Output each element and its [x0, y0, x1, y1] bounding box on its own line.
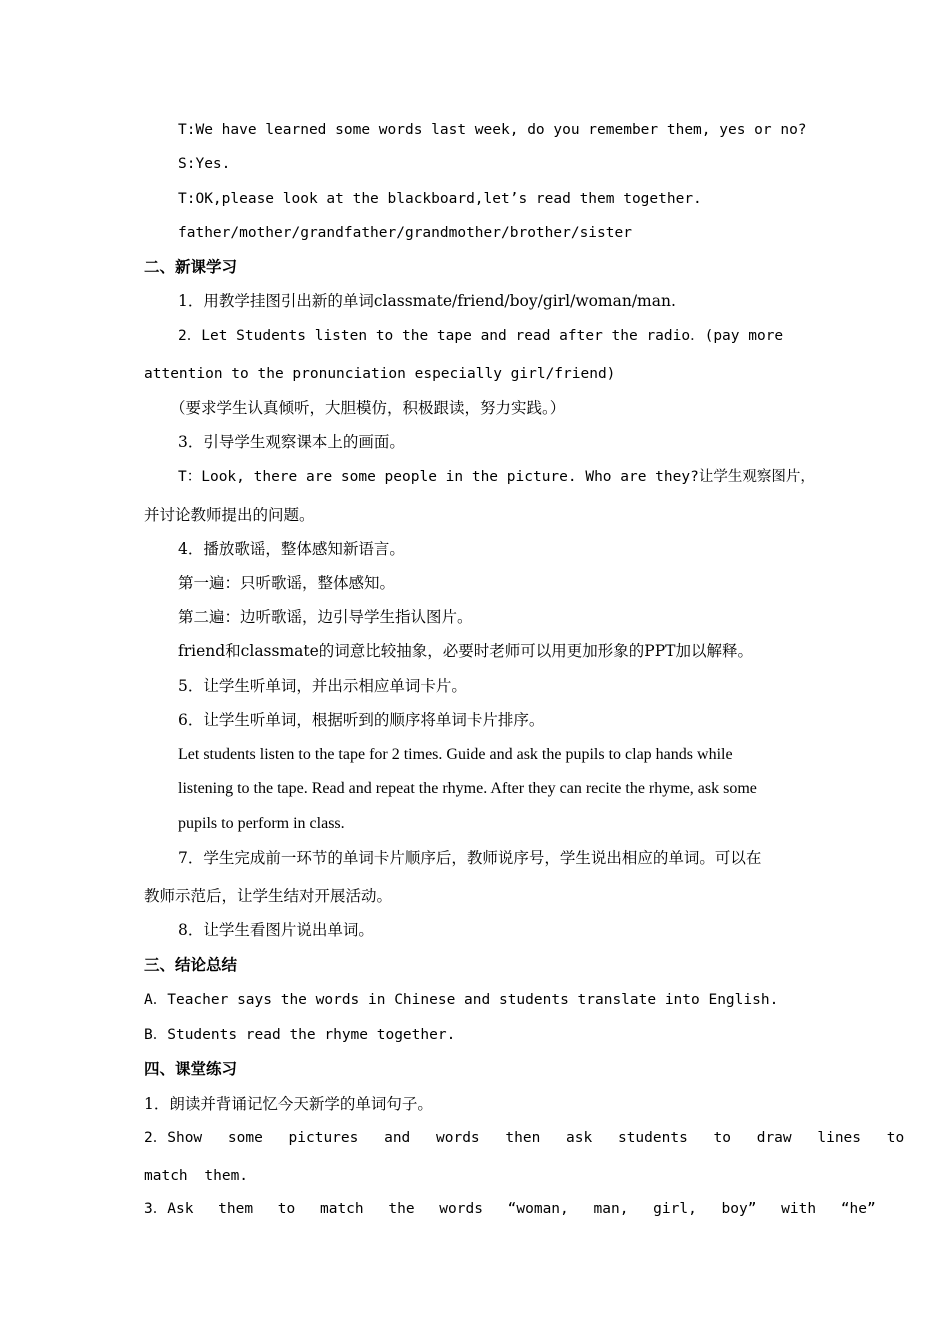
summary-b: B．Students read the rhyme together.: [144, 1027, 456, 1043]
step-1: 1．用教学挂图引出新的单词classmate/friend/boy/girl/woman/man.: [178, 292, 676, 310]
step-2-line-2: attention to the pronunciation especially girl/friend): [144, 366, 616, 382]
step-4-note: friend和classmate的词意比较抽象，必要时老师可以用更加形象的PPT加以解释。: [178, 642, 754, 660]
step-4-first-pass: 第一遍：只听歌谣，整体感知。: [178, 574, 396, 592]
step-3: 3．引导学生观察课本上的画面。: [178, 433, 405, 451]
paragraph-line-1: Let students listen to the tape for 2 times. Guide and ask the pupils to clap hands while: [178, 746, 733, 763]
step-6: 6．让学生听单词，根据听到的顺序将单词卡片排序。: [178, 711, 545, 729]
word-list: father/mother/grandfather/grandmother/brother/sister: [178, 225, 632, 241]
paragraph-line-2: listening to the tape. Read and repeat the rhyme. After they can recite the rhyme, ask some: [178, 780, 757, 797]
step-3-teacher-line-2: 并讨论教师提出的问题。: [144, 506, 315, 524]
section-heading-new-lesson: 二、新课学习: [144, 258, 238, 276]
exercise-2-line-1: 2．Show some pictures and words then ask students to draw lines to: [144, 1130, 905, 1146]
step-4-second-pass: 第二遍：边听歌谣，边引导学生指认图片。: [178, 608, 473, 626]
dialogue-student-answer: S:Yes.: [178, 156, 231, 172]
dialogue-teacher-instruction: T:OK,please look at the blackboard,let’s read them together.: [178, 191, 702, 207]
paragraph-line-3: pupils to perform in class.: [178, 815, 345, 832]
step-8: 8．让学生看图片说出单词。: [178, 921, 374, 939]
exercise-3: 3．Ask them to match the words “woman, man, girl, boy” with “he”: [144, 1201, 876, 1217]
step-2-note: （要求学生认真倾听，大胆模仿，积极跟读，努力实践。）: [170, 399, 566, 417]
step-7-line-2: 教师示范后，让学生结对开展活动。: [144, 887, 393, 905]
exercise-1: 1．朗读并背诵记忆今天新学的单词句子。: [144, 1095, 433, 1113]
step-2-line-1: [178, 326, 805, 346]
summary-a: A．Teacher says the words in Chinese and students translate into English.: [144, 992, 779, 1008]
step-4: 4．播放歌谣，整体感知新语言。: [178, 540, 405, 558]
dialogue-teacher-question: T:We have learned some words last week, do you remember them, yes or no?: [178, 122, 807, 138]
step-7-line-1: 7．学生完成前一环节的单词卡片顺序后，教师说序号，学生说出相应的单词。可以在: [178, 849, 762, 867]
step-2-line-1-text: 2．Let Students listen to the tape and read after the radio．(pay more: [178, 328, 784, 344]
exercise-2-line-2: match them.: [144, 1168, 249, 1184]
step-5: 5．让学生听单词，并出示相应单词卡片。: [178, 677, 467, 695]
section-heading-practice: 四、课堂练习: [144, 1060, 238, 1078]
step-3-teacher-line-1: T：Look, there are some people in the picture. Who are they?让学生观察图片，: [178, 469, 815, 485]
section-heading-summary: 三、结论总结: [144, 956, 238, 974]
